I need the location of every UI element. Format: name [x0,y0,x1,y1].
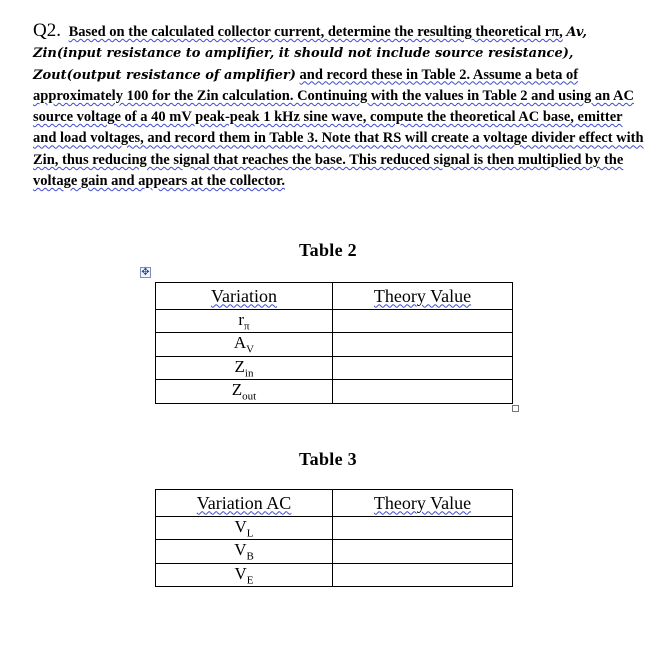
table-row [156,333,513,356]
table-row [156,380,513,403]
table-2-value-cell[interactable] [333,333,513,356]
table-3-variation-cell[interactable]: $V_B$ [156,540,333,563]
question-segment-4: and record these in Table 2. Assume a beta of approximately 100 for the Zin calculation. Continuing with the values in Table 2 and using an AC source voltage of a 40 mV peak-peak 1 kHz sine wave, compute the theoretical AC base, emitter and load voltages, and record them in Table 3. Note that RS will create a voltage divider effect with Zin, thus reducing the signal that reaches the base. This reduced signal is then multiplied by the voltage gain and appears at the collector. [33,66,644,190]
table-2-header-variation[interactable]: Variation [156,283,333,310]
table-3-variation-cell[interactable]: $V_L$ [156,517,333,540]
table-2-value-cell[interactable] [333,356,513,379]
table-2-title: Table 2 [299,240,357,260]
table-3-header-variation[interactable]: Variation AC [156,490,333,517]
table-3-value-cell[interactable] [333,540,513,563]
table-2-variation-cell[interactable]: $Z_{in}$ [156,356,333,379]
table-3-header-row [156,490,513,517]
table-3-value-cell[interactable] [333,563,513,586]
table-row [156,563,513,586]
table-2 [155,282,513,404]
question-label: Q2. [33,20,61,41]
table-row [156,356,513,379]
table-3-value-cell[interactable] [333,517,513,540]
table-move-handle-icon[interactable]: ✥ [141,267,150,278]
question-segment-3: Zout(output resistance of amplifier) [33,67,296,83]
table-resize-handle-icon[interactable] [512,405,519,412]
table-2-variation-cell[interactable]: $A_V$ [156,333,333,356]
table-row [156,540,513,563]
table-3 [155,489,513,587]
table-row [156,310,513,333]
question-segment-2: Av, Zin(input resistance to amplifier, it should not include source resistance), [33,25,587,62]
table-2-value-cell[interactable] [333,380,513,403]
table-2-header-row [156,283,513,310]
table-2-variation-cell[interactable]: $r_\pi$ [156,310,333,333]
table-2-variation-cell[interactable]: $Z_{out}$ [156,380,333,403]
table-2-header-theory[interactable]: Theory Value [333,283,513,310]
table-2-value-cell[interactable] [333,310,513,333]
question-segment-1: Based on the calculated collector current, determine the resulting theoretical rπ, [68,24,563,40]
table-3-header-theory[interactable]: Theory Value [333,490,513,517]
table-3-variation-cell[interactable]: $V_E$ [156,563,333,586]
table-row [156,517,513,540]
table-3-title: Table 3 [299,449,357,469]
question-text [33,20,645,192]
